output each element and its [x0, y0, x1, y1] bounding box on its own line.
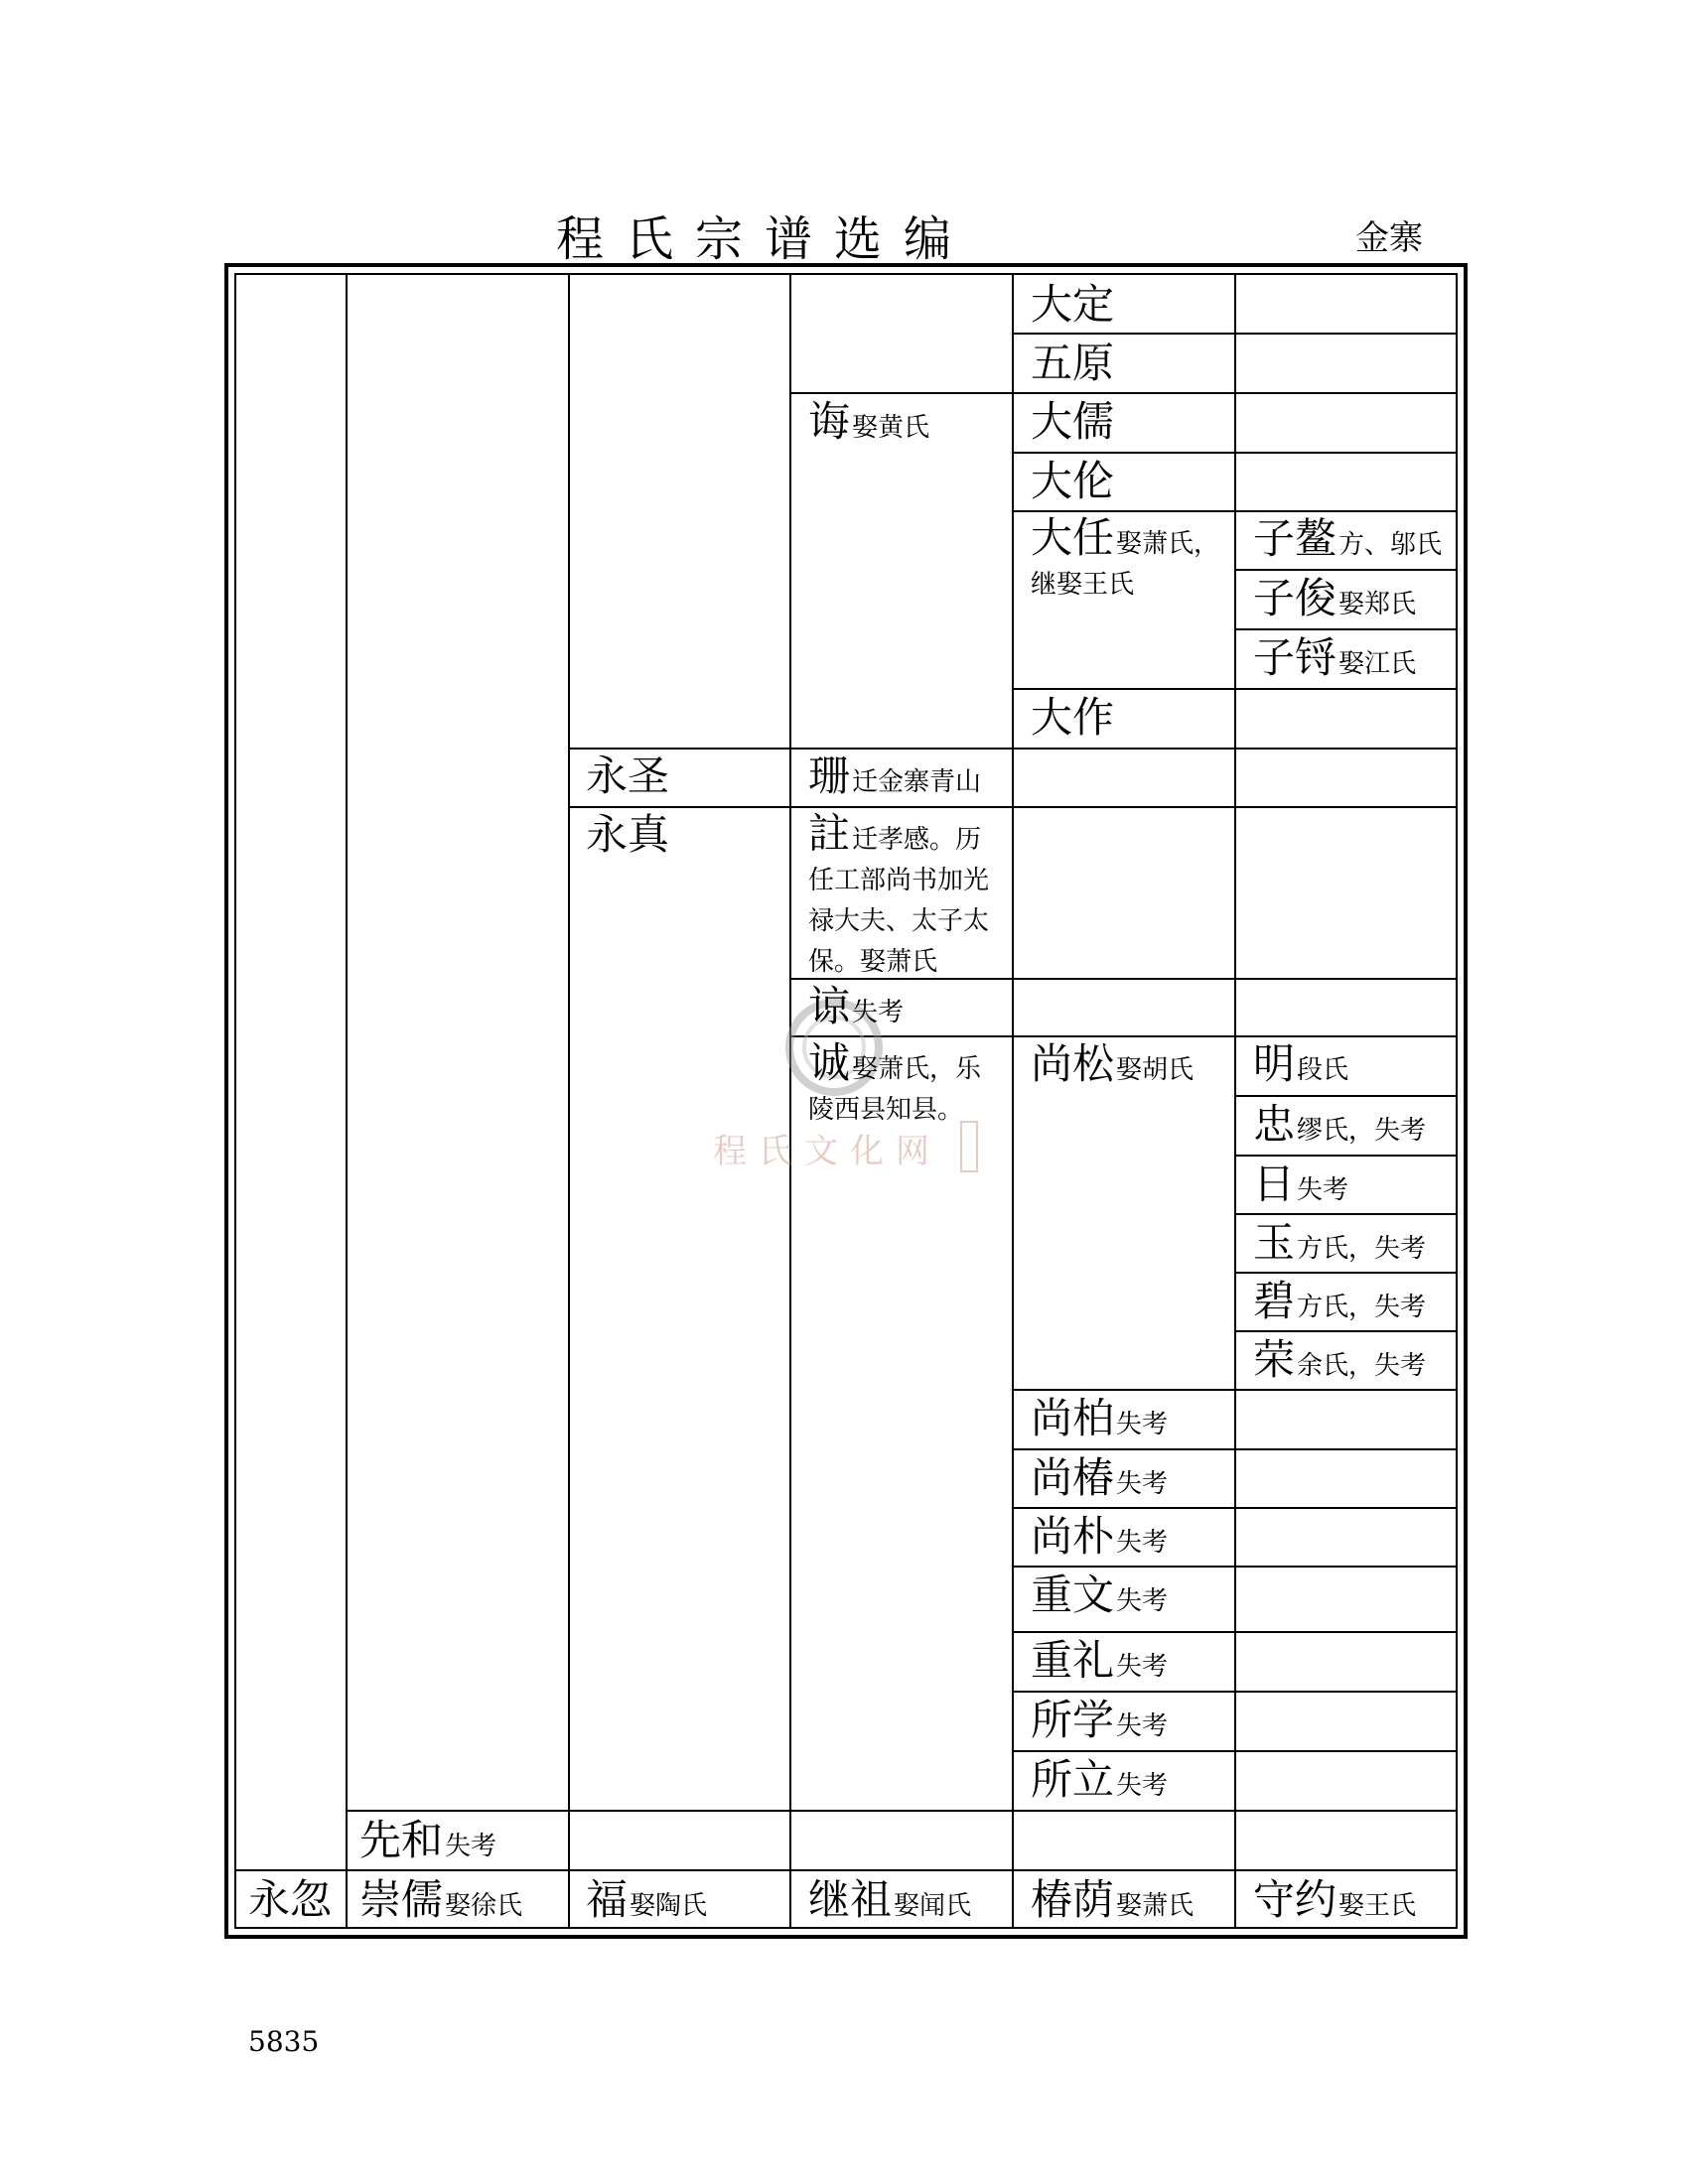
row-divider — [1234, 1095, 1457, 1097]
entry-chongru: 崇儒娶徐氏 — [359, 1875, 523, 1924]
row-divider — [1012, 1691, 1457, 1693]
entry-ming: 明段氏 — [1253, 1039, 1349, 1088]
entry-hui: 诲娶黄氏 — [808, 397, 930, 446]
row-divider — [1012, 1389, 1457, 1391]
page-number: 5835 — [248, 2025, 320, 2058]
row-divider — [1012, 1631, 1457, 1633]
region-label: 金寨 — [1355, 218, 1423, 258]
entry-dading: 大定 — [1031, 280, 1115, 329]
row-divider — [1234, 1155, 1457, 1157]
row-divider — [568, 748, 1457, 750]
entry-wuyuan: 五原 — [1031, 339, 1115, 387]
document-title: 程氏宗谱选编 — [556, 211, 974, 267]
entry-liang: 谅失考 — [808, 982, 905, 1030]
row-divider — [1012, 510, 1457, 512]
entry-shangpu: 尚朴失考 — [1031, 1512, 1169, 1561]
row-divider — [1012, 1448, 1457, 1450]
entry-yongsheng: 永圣 — [586, 751, 670, 800]
entry-chongli: 重礼失考 — [1031, 1636, 1169, 1685]
entry-xianhe: 先和失考 — [359, 1816, 497, 1864]
entry-suoxue: 所学失考 — [1031, 1696, 1169, 1744]
entry-ri: 日失考 — [1253, 1160, 1349, 1208]
row-divider — [1012, 1750, 1457, 1752]
entry-shan: 珊迁金寨青山 — [808, 751, 982, 800]
row-divider — [1012, 452, 1457, 454]
row-divider — [234, 1869, 1457, 1871]
row-divider — [1012, 333, 1457, 335]
entry-shangchun: 尚椿失考 — [1031, 1453, 1169, 1502]
row-divider — [1234, 1330, 1457, 1332]
row-divider — [1012, 688, 1457, 690]
entry-zijun: 子俊娶郑氏 — [1253, 574, 1417, 622]
entry-chongwen: 重文失考 — [1031, 1570, 1169, 1619]
entry-bi: 碧方氏，失考 — [1253, 1277, 1427, 1325]
column-divider — [1012, 273, 1014, 1929]
entry-yongzhen: 永真 — [586, 810, 670, 859]
entry-yonghu: 永忽 — [248, 1875, 333, 1924]
entry-daren: 大任娶萧氏，继娶王氏 — [1031, 513, 1220, 600]
entry-zihuan: 子锊娶江氏 — [1253, 633, 1417, 682]
row-divider — [1012, 1566, 1457, 1568]
entry-daru: 大儒 — [1031, 397, 1115, 446]
row-divider — [1234, 628, 1457, 630]
entry-dazuo: 大作 — [1031, 693, 1115, 742]
entry-jizu: 继祖娶闻氏 — [808, 1875, 972, 1924]
column-divider — [346, 273, 348, 1929]
row-divider — [1234, 569, 1457, 571]
entry-cheng: 诚娶萧氏，乐陵西县知县。 — [808, 1038, 982, 1125]
column-divider — [1234, 273, 1236, 1929]
entry-dalun: 大伦 — [1031, 457, 1115, 505]
entry-suoli: 所立失考 — [1031, 1755, 1169, 1804]
watermark-text: 程氏文化网 — [713, 1132, 941, 1171]
row-divider — [1234, 1213, 1457, 1215]
entry-chunmeng: 椿荫娶萧氏 — [1031, 1875, 1195, 1924]
entry-rong: 荣余氏，失考 — [1253, 1335, 1427, 1384]
entry-fu: 福娶陶氏 — [586, 1875, 708, 1924]
row-divider — [568, 806, 1457, 808]
column-divider — [568, 273, 570, 1929]
row-divider — [789, 392, 1457, 394]
row-divider — [1012, 1507, 1457, 1509]
entry-shouyue: 守约娶王氏 — [1253, 1875, 1417, 1924]
entry-zhong: 忠缪氏，失考 — [1253, 1100, 1427, 1149]
row-divider — [1234, 1272, 1457, 1274]
row-divider — [346, 1810, 1457, 1812]
entry-yu: 玉方氏，失考 — [1253, 1218, 1427, 1267]
entry-zhu: 註迁孝感。历任工部尚书加光禄大夫、太子太保。娶萧氏 — [808, 809, 990, 977]
entry-ziao: 子鳌方、邬氏 — [1253, 514, 1443, 563]
entry-shangsong: 尚松娶胡氏 — [1031, 1039, 1195, 1088]
entry-shangbai: 尚柏失考 — [1031, 1394, 1169, 1442]
